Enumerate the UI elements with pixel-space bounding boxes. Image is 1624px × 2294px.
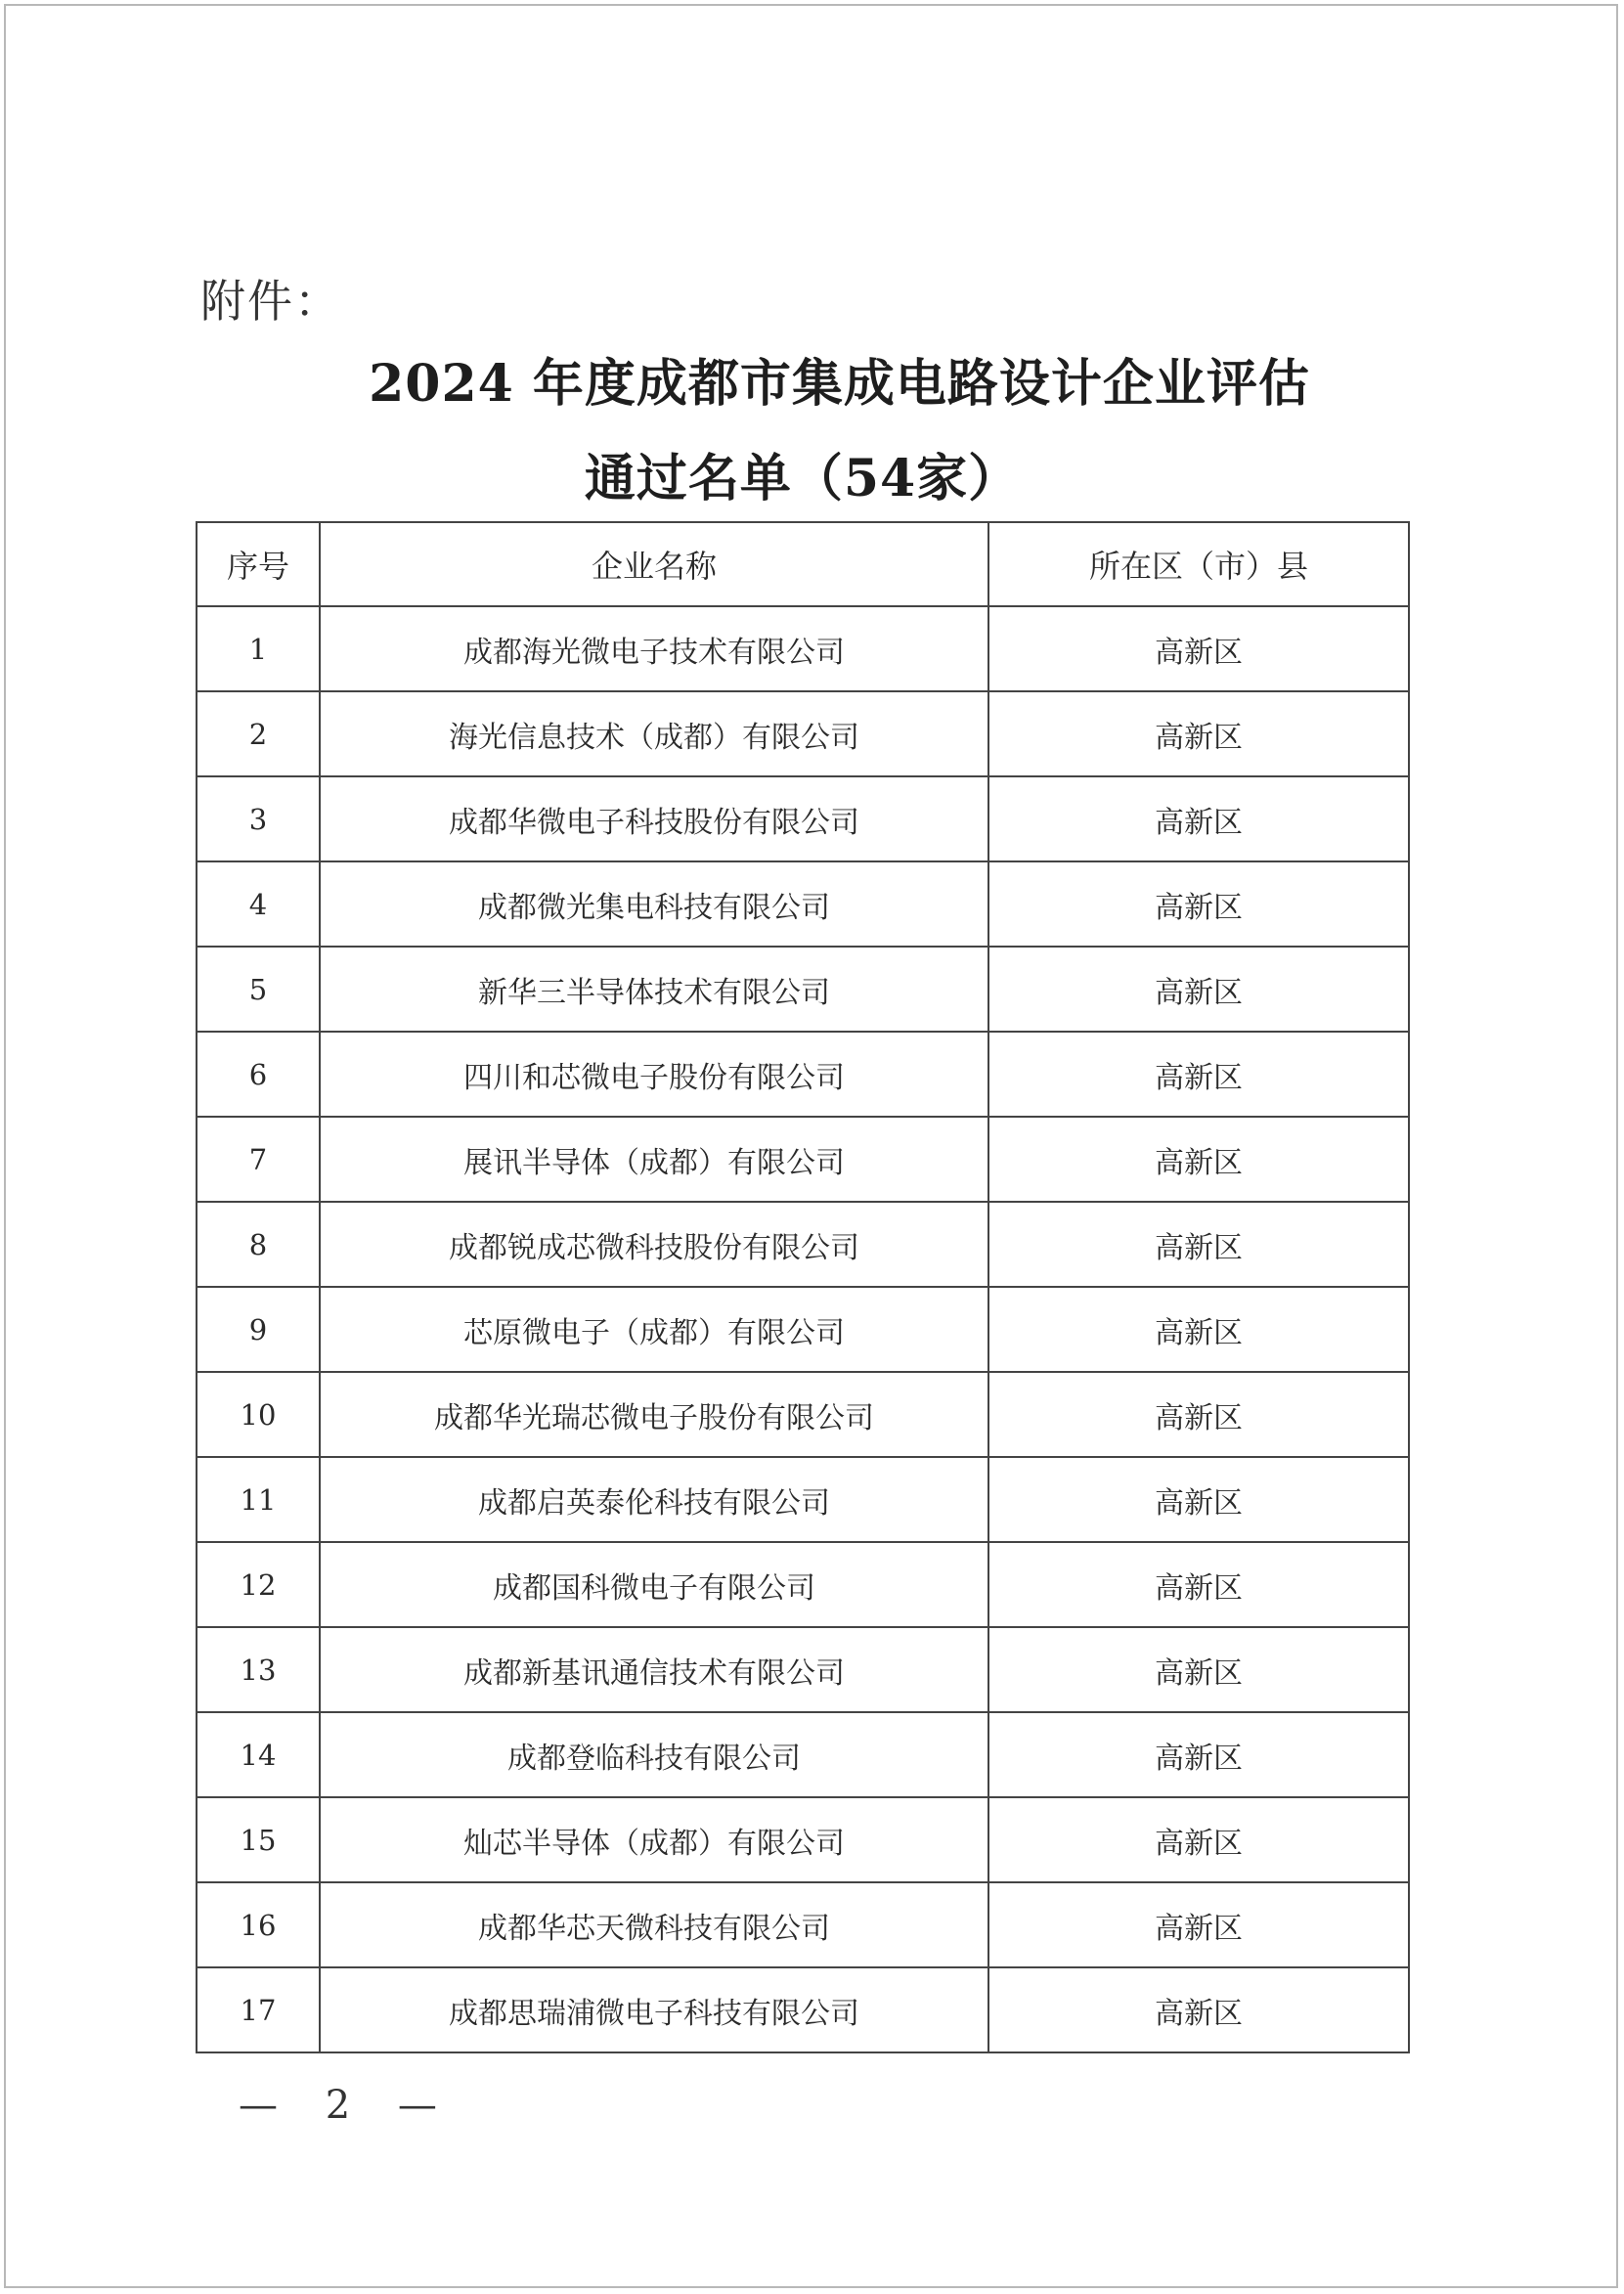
table-row	[197, 1372, 1409, 1457]
row-district: 高新区	[988, 861, 1409, 947]
table-row	[197, 1797, 1409, 1882]
row-enterprise-name: 成都华微电子科技股份有限公司	[320, 776, 988, 861]
attachment-label: 附件：	[200, 275, 341, 328]
row-district: 高新区	[988, 1882, 1409, 1967]
table-row	[197, 691, 1409, 776]
row-district: 高新区	[988, 1627, 1409, 1712]
row-enterprise-name: 成都海光微电子技术有限公司	[320, 606, 988, 691]
row-district: 高新区	[988, 1967, 1409, 2052]
header-name: 企业名称	[320, 522, 988, 606]
row-district: 高新区	[988, 1287, 1409, 1372]
row-index: 16	[197, 1882, 320, 1967]
row-index: 17	[197, 1967, 320, 2052]
row-index: 15	[197, 1797, 320, 1882]
table-row	[197, 1117, 1409, 1202]
document-title-line-2: 通过名单（54家）	[584, 449, 1021, 508]
row-index: 14	[197, 1712, 320, 1797]
row-index: 9	[197, 1287, 320, 1372]
table-row	[197, 606, 1409, 691]
row-index: 10	[197, 1372, 320, 1457]
row-index: 12	[197, 1542, 320, 1627]
row-enterprise-name: 成都思瑞浦微电子科技有限公司	[320, 1967, 988, 2052]
row-index: 8	[197, 1202, 320, 1287]
row-enterprise-name: 四川和芯微电子股份有限公司	[320, 1032, 988, 1117]
row-enterprise-name: 成都启英泰伦科技有限公司	[320, 1457, 988, 1542]
row-district: 高新区	[988, 1372, 1409, 1457]
header-district: 所在区（市）县	[988, 522, 1409, 606]
row-index: 4	[197, 861, 320, 947]
row-enterprise-name: 成都微光集电科技有限公司	[320, 861, 988, 947]
table-row	[197, 1627, 1409, 1712]
table-row	[197, 1032, 1409, 1117]
row-index: 11	[197, 1457, 320, 1542]
row-district: 高新区	[988, 947, 1409, 1032]
row-enterprise-name: 成都登临科技有限公司	[320, 1712, 988, 1797]
table-row	[197, 1967, 1409, 2052]
row-enterprise-name: 成都新基讯通信技术有限公司	[320, 1627, 988, 1712]
row-district: 高新区	[988, 776, 1409, 861]
table-row	[197, 1712, 1409, 1797]
row-enterprise-name: 新华三半导体技术有限公司	[320, 947, 988, 1032]
row-enterprise-name: 成都华光瑞芯微电子股份有限公司	[320, 1372, 988, 1457]
table-row	[197, 947, 1409, 1032]
row-index: 3	[197, 776, 320, 861]
row-district: 高新区	[988, 691, 1409, 776]
row-index: 1	[197, 606, 320, 691]
row-district: 高新区	[988, 606, 1409, 691]
row-enterprise-name: 灿芯半导体（成都）有限公司	[320, 1797, 988, 1882]
table-body	[197, 606, 1409, 2052]
row-district: 高新区	[988, 1202, 1409, 1287]
row-index: 2	[197, 691, 320, 776]
row-enterprise-name: 展讯半导体（成都）有限公司	[320, 1117, 988, 1202]
table-row	[197, 1202, 1409, 1287]
row-district: 高新区	[988, 1457, 1409, 1542]
enterprise-list-table	[196, 521, 1410, 2053]
row-district: 高新区	[988, 1797, 1409, 1882]
table-row	[197, 861, 1409, 947]
row-district: 高新区	[988, 1032, 1409, 1117]
table-row	[197, 1287, 1409, 1372]
table-row	[197, 1882, 1409, 1967]
row-index: 13	[197, 1627, 320, 1712]
header-index: 序号	[197, 522, 320, 606]
row-district: 高新区	[988, 1117, 1409, 1202]
row-index: 7	[197, 1117, 320, 1202]
row-index: 6	[197, 1032, 320, 1117]
table-row	[197, 776, 1409, 861]
row-district: 高新区	[988, 1712, 1409, 1797]
row-enterprise-name: 海光信息技术（成都）有限公司	[320, 691, 988, 776]
table-row	[197, 1542, 1409, 1627]
row-enterprise-name: 成都锐成芯微科技股份有限公司	[320, 1202, 988, 1287]
row-index: 5	[197, 947, 320, 1032]
page-number: — 2 —	[239, 2083, 455, 2128]
table-row	[197, 1457, 1409, 1542]
row-enterprise-name: 芯原微电子（成都）有限公司	[320, 1287, 988, 1372]
row-enterprise-name: 成都国科微电子有限公司	[320, 1542, 988, 1627]
row-enterprise-name: 成都华芯天微科技有限公司	[320, 1882, 988, 1967]
row-district: 高新区	[988, 1542, 1409, 1627]
table-header-row	[197, 522, 1409, 606]
document-title-line-1: 2024 年度成都市集成电路设计企业评估	[369, 354, 1310, 414]
